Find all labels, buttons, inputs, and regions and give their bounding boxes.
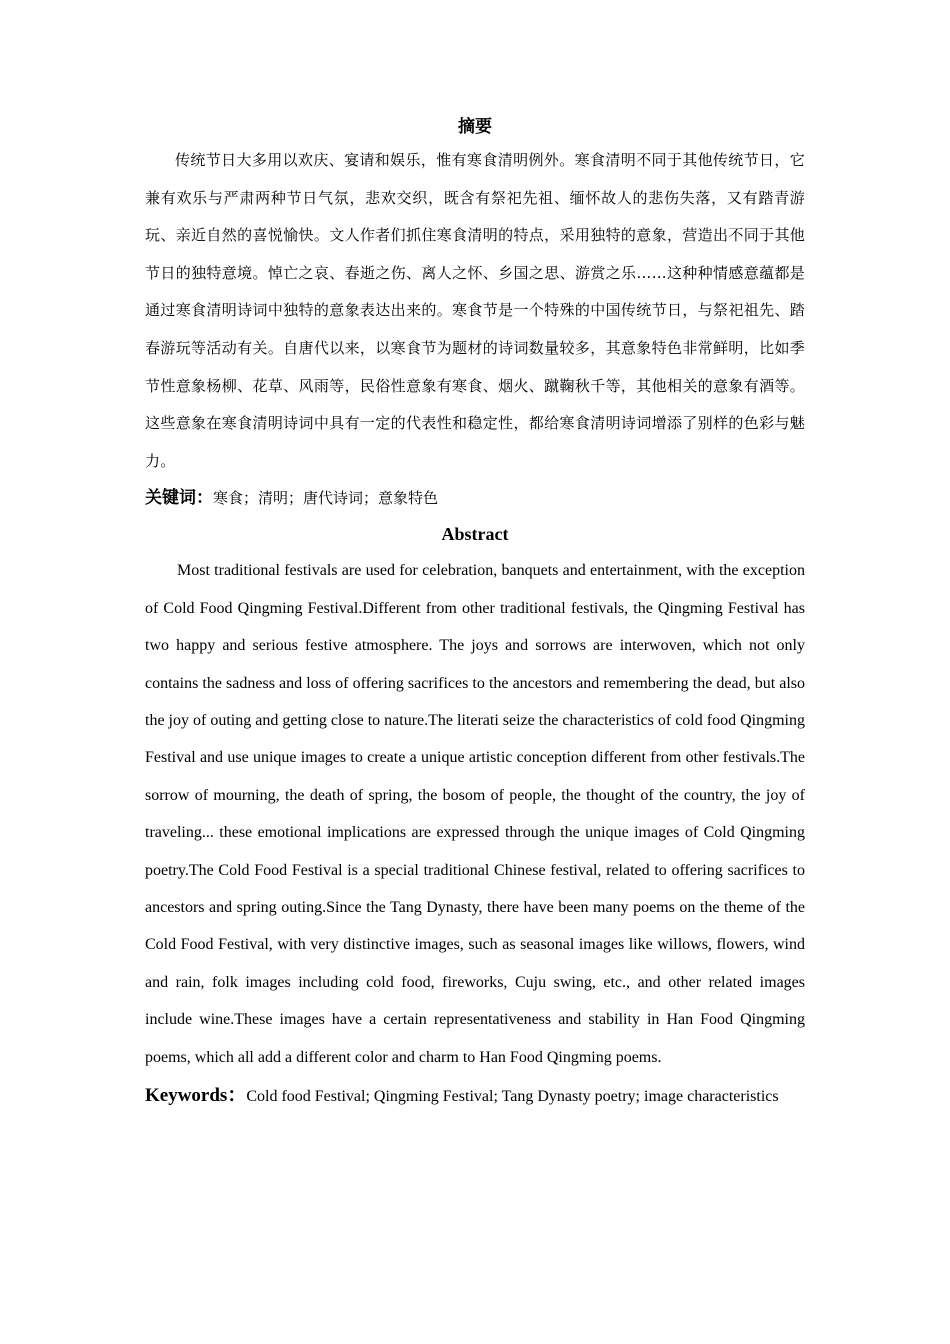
keywords-en bbox=[145, 1078, 805, 1115]
keywords-cn-values: 寒食；清明；唐代诗词；意象特色 bbox=[213, 489, 439, 508]
keywords-en-label: Keywords： bbox=[145, 1085, 247, 1107]
keywords-cn-label: 关键词： bbox=[145, 488, 213, 509]
abstract-cn-title: 摘要 bbox=[458, 117, 492, 137]
document-page bbox=[145, 112, 805, 1115]
abstract-en-body: Most traditional festivals are used for celebration, banquets and entertainment, with the exception of Cold Food Qingming Festival.Different from other traditional festivals, the Qingming Festival has two happy and serious festive atmosphere. The joys and sorrows are interwoven, which not only contains the sadness and loss of offering sacrifices to the ancestors and remembering the dead, but also the joy of outing and getting close to nature.The literati seize the characteristics of cold food Qingming Festival and use unique images to create a unique artistic conception different from other festivals.The sorrow of mourning, the death of spring, the bosom of people, the thought of the country, the joy of traveling... these emotional implications are expressed through the unique images of Cold Qingming poetry.The Cold Food Festival is a special traditional Chinese festival, related to offering sacrifices to ancestors and spring outing.Since the Tang Dynasty, there have been many poems on the theme of the Cold Food Festival, with very distinctive images, such as seasonal images like willows, flowers, wind and rain, folk images including cold food, fireworks, Cuju swing, etc., and other related images include wine.These images have a certain representativeness and stability in Han Food Qingming poems, which all add a different color and charm to Han Food Qingming poems. bbox=[145, 562, 805, 1066]
keywords-cn bbox=[145, 480, 805, 516]
abstract-en-title: Abstract bbox=[441, 524, 509, 545]
keywords-en-values: Cold food Festival; Qingming Festival; Tang Dynasty poetry; image characteristics bbox=[246, 1088, 779, 1106]
abstract-cn-body: 传统节日大多用以欢庆、宴请和娱乐，惟有寒食清明例外。寒食清明不同于其他传统节日，它兼有欢乐与严肃两种节日气氛，悲欢交织，既含有祭祀先祖、缅怀故人的悲伤失落，又有踏青游玩、亲近自然的喜悦愉快。文人作者们抓住寒食清明的特点，采用独特的意象，营造出不同于其他节日的独特意境。悼亡之哀、春逝之伤、离人之怀、乡国之思、游赏之乐……这种种情感意蕴都是通过寒食清明诗词中独特的意象表达出来的。寒食节是一个特殊的中国传统节日，与祭祀祖先、踏春游玩等活动有关。自唐代以来，以寒食节为题材的诗词数量较多，其意象特色非常鲜明，比如季节性意象杨柳、花草、风雨等，民俗性意象有寒食、烟火、蹴鞠秋千等，其他相关的意象有酒等。这些意象在寒食清明诗词中具有一定的代表性和稳定性，都给寒食清明诗词增添了别样的色彩与魅力。 bbox=[145, 151, 805, 470]
